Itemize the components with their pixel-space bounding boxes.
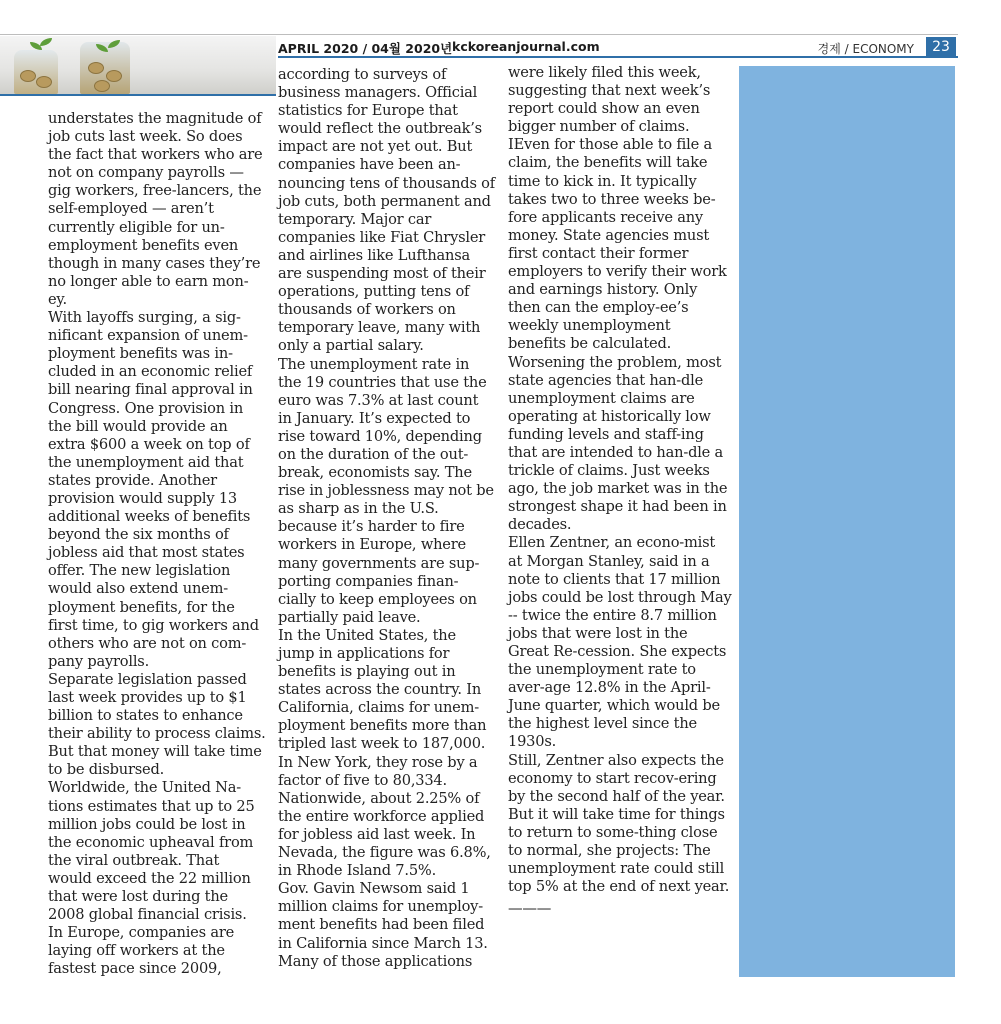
coin-image — [88, 62, 104, 74]
article-paragraph: Separate legislation passed last week provides up to $1 billion to states to enhance their ability to process claims. But that money will take time to be disbursed. — [48, 670, 266, 779]
page-top-rule — [0, 34, 958, 35]
coin-image — [36, 76, 52, 88]
article-paragraph: IEven for those able to file a claim, the benefits will take time to kick in. It typically takes two to three weeks be-fore applicants receive any money. State agencies must first contact their former employers to verify their work and earnings history. Only then can the employ-ee’s weekly unemployment benefits be calculated. — [508, 136, 727, 353]
end-mark: ——— — [508, 900, 552, 918]
article-paragraph: Worsening the problem, most state agencies that han-dle unemployment claims are operating at historically low funding levels and staff-ing that are intended to han-dle a trickle of claims. Just weeks ago, the job market was in the strongest shape it had been in decades. — [508, 353, 728, 534]
article-paragraph: Still, Zentner also expects the economy to start recov-ering by the second half of the year. But it will take time for things to return to some-thing close to normal, she projects: The unemployment rate could still top 5% at the end of next year. — [508, 751, 730, 896]
article-paragraph: In the United States, the jump in applications for benefits is playing out in states across the country. In California, claims for unem-ployment benefits more than tripled last week to 187,000. In New York, they rose by a factor of five to 80,334. Nationwide, about 2.25% of the entire workforce applied for jobless aid last week. In Nevada, the figure was 6.8%, in Rhode Island 7.5%. — [278, 626, 491, 880]
website-url: kckoreanjournal.com — [452, 39, 600, 54]
article-paragraph: were likely filed this week, suggesting that next week’s report could show an even bigger number of claims. — [508, 64, 711, 136]
article-paragraph: The unemployment rate in the 19 countries that use the euro was 7.3% at last count in January. It’s expected to rise toward 10%, depending on the duration of the out-break, economists say. The rise in joblessness may not be as sharp as in the U.S. because it’s harder to fire workers in Europe, where many governments are sup-porting companies finan-cially to keep employees on partially paid leave. — [278, 355, 494, 626]
article-paragraph: understates the magnitude of job cuts last week. So does the fact that workers who are not on company payrolls — gig workers, free-lancers, the self-employed — aren’t currently eligible for un-employment benefits even though in many cases they’re no longer able to earn mon-ey. — [48, 110, 263, 308]
photo-underline — [0, 94, 276, 96]
coin-image — [94, 80, 110, 92]
coin-image — [20, 70, 36, 82]
article-paragraph: In Europe, companies are laying off workers at the fastest pace since 2009, — [48, 924, 235, 978]
article-column-1 — [48, 110, 266, 979]
article-paragraph: Worldwide, the United Na-tions estimates that up to 25 million jobs could be lost in the economic upheaval from the viral outbreak. That would exceed the 22 million that were lost during the 2008 global financial crisis. — [48, 779, 255, 924]
issue-date: APRIL 2020 / 04월 2020년 — [278, 41, 453, 56]
article-column-2 — [278, 66, 496, 971]
article-paragraph: according to surveys of business managers. Official statistics for Europe that would reflect the outbreak’s impact are not yet out. But companies have been an-nouncing tens of thousands of job cuts, both permanent and temporary. Major car companies like Fiat Chrysler and airlines like Lufthansa are suspending most of their operations, putting tens of thousands of workers on temporary leave, many with only a partial salary. — [278, 66, 495, 355]
article-paragraph: Ellen Zentner, an econo-mist at Morgan Stanley, said in a note to clients that 17 million jobs could be lost through May -- twice the entire 8.7 million jobs that were lost in the Great Re-cession. She expects the unemployment rate to aver-age 12.8% in the April-June quarter, which would be the highest level since the 1930s. — [508, 534, 732, 751]
article-paragraph: With layoffs surging, a sig-nificant expansion of unem-ployment benefits was in-cluded in an economic relief bill nearing final approval in Congress. One provision in the bill would provide an extra $600 a week on top of the unemployment aid that states provide. Another provision would supply 13 additional weeks of benefits beyond the six months of jobless aid that most states offer. The new legislation would also extend unem-ployment benefits, for the first time, to gig workers and others who are not on com-pany payrolls. — [48, 309, 259, 670]
article-paragraph: Gov. Gavin Newsom said 1 million claims for unemploy-ment benefits had been filed in California since March 13. Many of those applications — [278, 880, 488, 970]
header-rule — [278, 56, 958, 58]
article-column-3 — [508, 64, 732, 918]
header-photo-coin-jars — [0, 36, 276, 94]
section-label: 경제 / ECONOMY — [817, 42, 914, 56]
plant-sprout-image — [40, 38, 52, 46]
advertisement-placeholder — [739, 66, 955, 977]
coin-image — [106, 70, 122, 82]
page-number-badge: 23 — [926, 37, 956, 58]
